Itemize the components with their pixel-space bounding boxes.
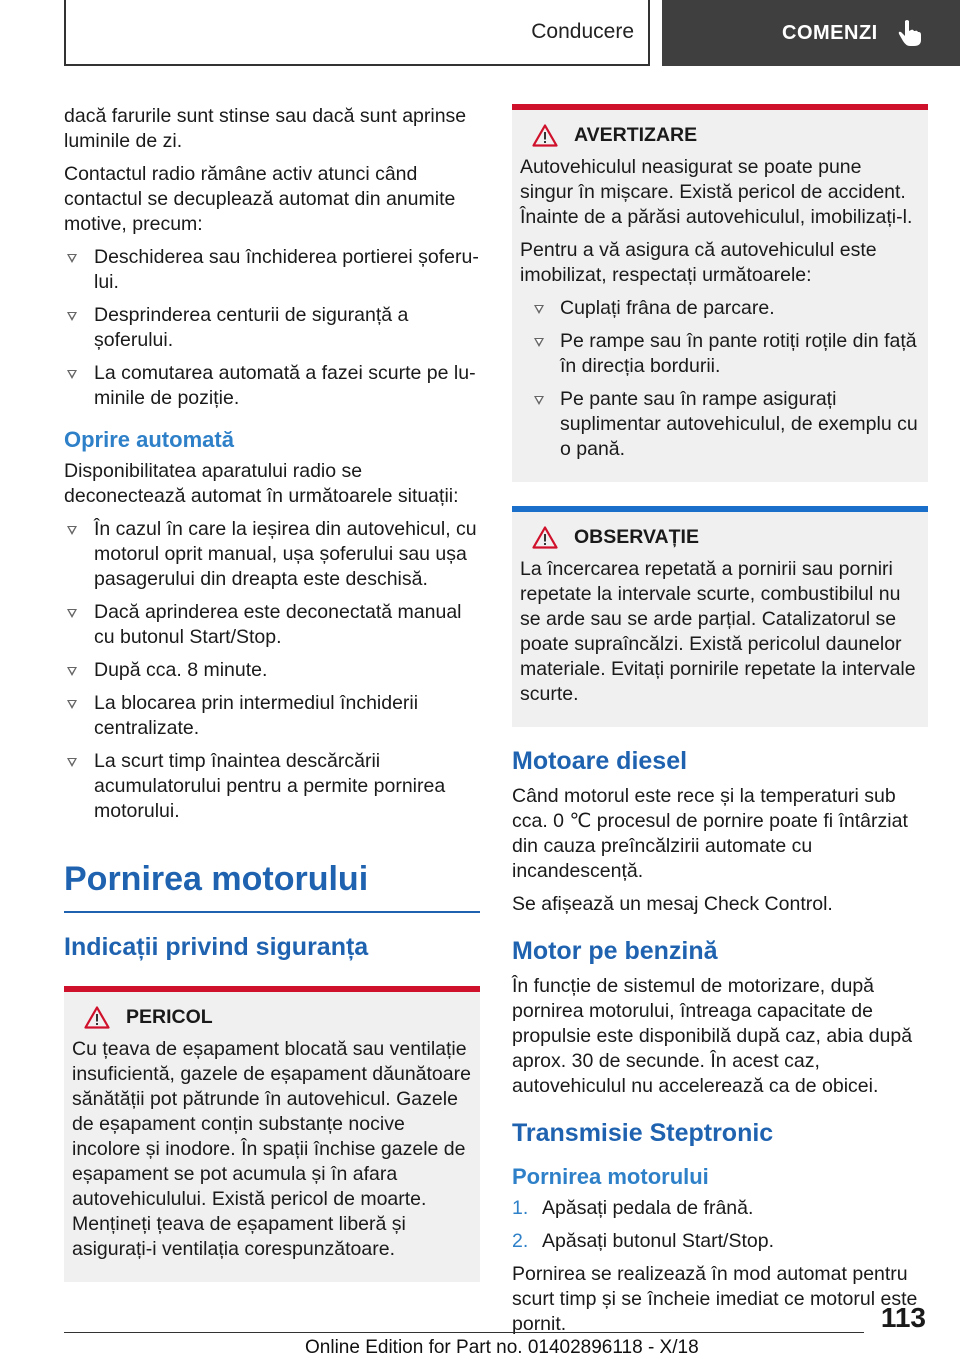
step-number: 1. xyxy=(512,1197,529,1219)
list-item: Pe pante sau în rampe asigurați suplimentar autovehiculul, de exemplu cu o pană. xyxy=(520,387,920,462)
footer-divider xyxy=(64,1332,864,1333)
list-item: Pe rampe sau în pante rotiți roțile din față în direcția bordurii. xyxy=(520,329,920,379)
hand-pointer-icon xyxy=(898,19,922,47)
footer-text: Online Edition for Part no. 01402896118 - X/18 xyxy=(305,1337,699,1358)
paragraph: Când motorul este rece și la temperaturi sub cca. 0 ℃ procesul de pornire poate fi întârziat din cauza preîncălzirii automate cu incandescență. xyxy=(512,785,908,882)
warning-title: AVERTIZARE xyxy=(574,124,698,146)
left-column xyxy=(64,104,480,1296)
warning-list xyxy=(520,296,920,462)
bullet-list xyxy=(64,517,480,824)
step-text: Apăsați pedala de frână. xyxy=(542,1197,754,1219)
paragraph: Pornirea se realizează în mod automat pentru scurt timp și se încheie imediat ce motorul este pornit. xyxy=(512,1263,918,1335)
section-heading-benzina: Motor pe benzină xyxy=(512,937,718,965)
paragraph: Se afișează un mesaj Check Control. xyxy=(512,893,833,915)
notice-title: OBSERVAȚIE xyxy=(574,526,699,548)
list-item: Desprinderea centurii de siguranță a șoferului. xyxy=(64,303,480,353)
danger-text: Cu țeava de eșapament blocată sau ventilație insuficientă, gazele de eșapament dăunătoare sănătății pot pătrunde în autovehicul. Gazele de eșapament conțin substanțe nocive incolore și inodore. În spații închise gazele de eșapament se pot acumula și în afara autovehiculului. Există pericol de moarte. Mențineți țeava de eșapament liberă și asigurați-i ventilația corespunzătoare. xyxy=(72,1038,471,1260)
section-tab-label: Conducere xyxy=(531,20,634,43)
list-item: La comutarea automată a fazei scurte pe luminile de poziție. xyxy=(64,361,480,411)
step-number: 2. xyxy=(512,1230,529,1252)
list-item: Cuplați frâna de parcare. xyxy=(520,296,920,321)
page-number: 113 xyxy=(880,1302,926,1333)
warning-box xyxy=(512,104,928,482)
notice-text: La încercarea repetată a pornirii sau porniri repetate la intervale scurte, combustibilul nu se arde sau se arde parțial. Catalizatorul se poate supraîncălzi. Există pericolul daunelor materiale. Evitați pornirile repetate la intervale scurte. xyxy=(520,558,916,705)
warning-header xyxy=(532,124,920,147)
list-item: În cazul în care la ieșirea din autovehicul, cu motorul oprit manual, ușa șoferului sau ușa pasagerului din dreapta este deschisă. xyxy=(64,517,480,592)
warning-triangle-icon xyxy=(84,1006,110,1029)
notice-header xyxy=(532,526,920,549)
list-item: La scurt timp înaintea descărcării acumulatorului pentru a permite pornirea motorului. xyxy=(64,749,480,824)
list-item: Deschiderea sau închiderea portierei șoferului. xyxy=(64,245,480,295)
list-item: Dacă aprinderea este deconectată manual cu butonul Start/Stop. xyxy=(64,600,480,650)
danger-title: PERICOL xyxy=(126,1006,213,1028)
chapter-tab xyxy=(662,0,960,66)
paragraph: În funcție de sistemul de motorizare, după pornirea motorului, întreaga capacitate de propulsie este disponibilă după caz, abia după aprox. 30 de secunde. În acest caz, autovehiculul nu accelerează ca de obicei. xyxy=(512,975,913,1097)
right-column xyxy=(512,104,928,1345)
step-text: Apăsați butonul Start/Stop. xyxy=(542,1230,774,1252)
subheading-pornirea: Pornirea motorului xyxy=(512,1164,709,1189)
paragraph: dacă farurile sunt stinse sau dacă sunt aprinse luminile de zi. xyxy=(64,105,467,152)
paragraph: Contactul radio rămâne activ atunci când contactul se decuplează automat din anumite motive, precum: xyxy=(64,163,456,235)
warning-triangle-icon xyxy=(532,124,558,147)
chapter-heading: Pornirea motorului xyxy=(64,860,480,913)
steps-list xyxy=(512,1196,928,1254)
section-heading-diesel: Motoare diesel xyxy=(512,747,688,775)
step-item xyxy=(512,1196,928,1221)
notice-triangle-icon xyxy=(532,526,558,549)
chapter-tab-label: COMENZI xyxy=(782,21,878,44)
warning-text: Pentru a vă asigura că autovehiculul este imobilizat, respectați următoarele: xyxy=(520,239,877,286)
subheading-oprire: Oprire automată xyxy=(64,427,234,452)
danger-box xyxy=(64,986,480,1282)
paragraph: Disponibilitatea aparatului radio se deconectează automat în următoarele situații: xyxy=(64,460,459,507)
section-heading-steptronic: Transmisie Steptronic xyxy=(512,1119,774,1147)
warning-text: Autovehiculul neasigurat se poate pune singur în mișcare. Există pericol de accident. Înainte de a părăsi autovehiculul, imobilizați-l. xyxy=(520,156,913,228)
list-item: La blocarea prin intermediul închiderii centralizate. xyxy=(64,691,480,741)
notice-box xyxy=(512,506,928,727)
step-item xyxy=(512,1229,928,1254)
section-heading-safety: Indicații privind siguranța xyxy=(64,933,369,961)
list-item: După cca. 8 minute. xyxy=(64,658,480,683)
section-tab xyxy=(64,0,650,66)
danger-header xyxy=(84,1006,472,1029)
bullet-list xyxy=(64,245,480,411)
